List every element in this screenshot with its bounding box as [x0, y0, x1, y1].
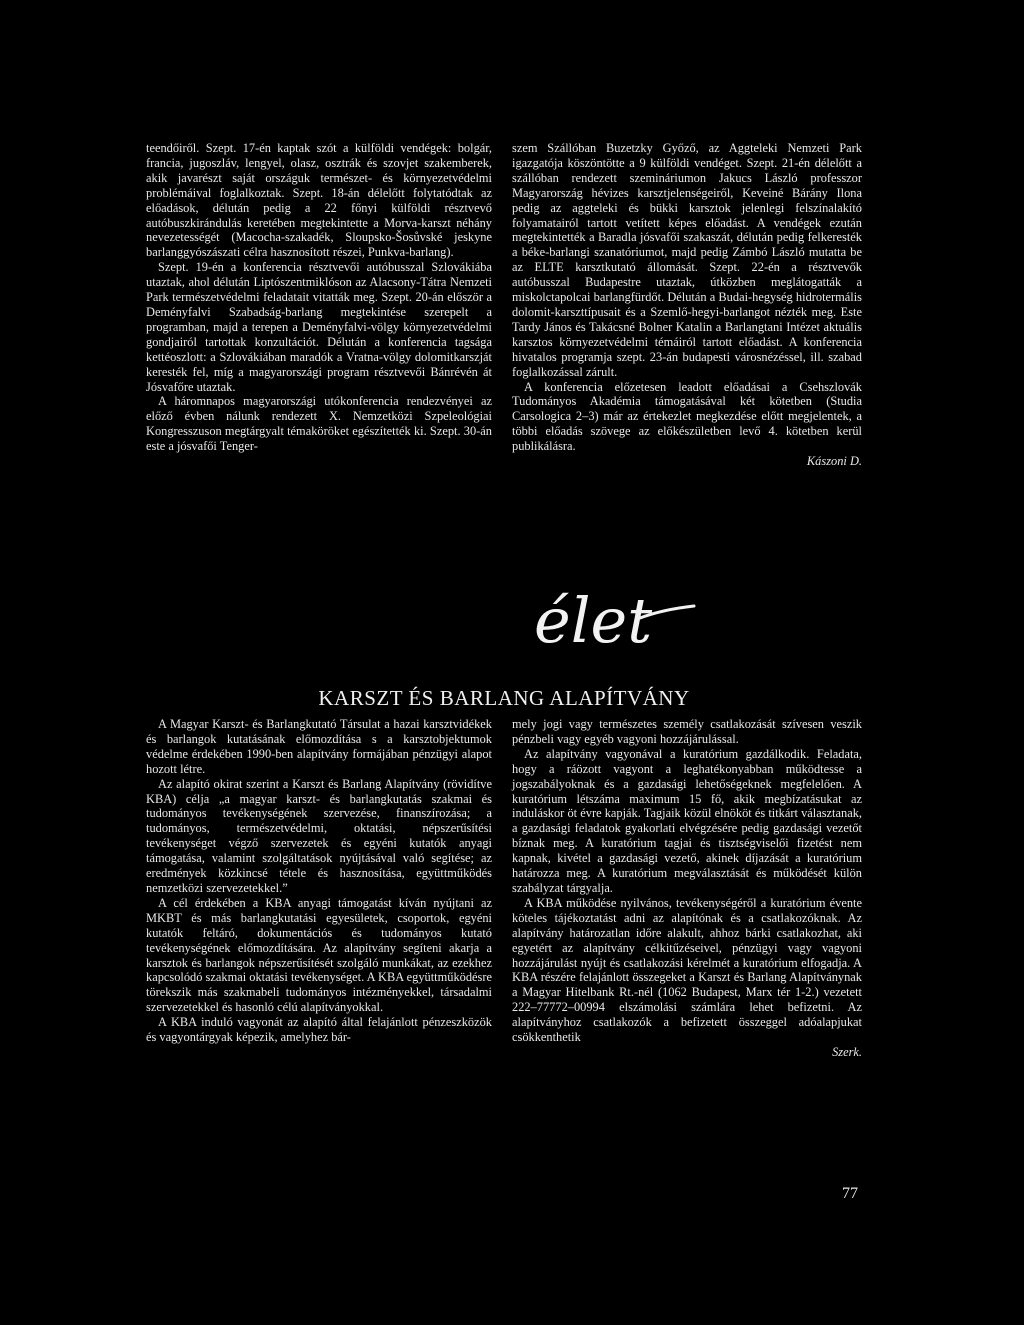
foundation-right-column: [512, 717, 862, 1060]
foundation-paragraph: A Magyar Karszt- és Barlangkutató Társulat a hazai karsztvidékek és barlangok kutatásának előmozdítása s a karsztobjektumok védelme érdekében 1990-ben alapítvány formájában pénzügyi alapot hozott létre.: [146, 717, 492, 776]
foundation-paragraph: mely jogi vagy természetes személy csatlakozását szívesen veszik pénzbeli vagy egyéb vagyoni hozzájárulással.: [512, 717, 862, 746]
foundation-paragraph: Az alapítvány vagyonával a kuratórium gazdálkodik. Feladata, hogy a ráözott vagyont a leghatékonyabban működtesse a jogszabályoknak és a gazdasági lehetőségeknek megfelelően. A kuratórium létszáma maximum 15 fő, akik megbízatásukat az induláskor öt évre kapják. Tagjaik közül elnököt és titkárt választanak, a gazdasági feladatok gyakorlati elvégzésére pedig gazdasági vezetőt bíznak meg. A kuratórium tagjai és tisztségviselői fizetést nem kapnak, kivétel a gazdasági vezető, akinek díjazását a kuratórium határozza meg. A kuratórium megválasztását és működését külön szabályzat tárgyalja.: [512, 746, 862, 895]
elet-logo: [528, 588, 698, 660]
foundation-paragraph: A cél érdekében a KBA anyagi támogatást kíván nyújtani az MKBT és más barlangkutatási egyesületek, csoportok, egyéni kutatók feltáró, dokumentációs és tudományos kutató tevékenységének előmozdítására. Az alapítvány segíteni akarja a karsztok és barlangok népszerűsítését szolgáló munkákat, az ezekhez kapcsolódó szakmai oktatási tevékenységet. A KBA együttműködésre törekszik más szakmabeli tudományos intézményekkel, társadalmi szervezetekkel és hasonló célú alapítványokkal.: [146, 895, 492, 1015]
foundation-left-column: [146, 717, 492, 1045]
foundation-paragraph: A KBA működése nyilvános, tevékenységéről a kuratórium évente köteles tájékoztatást adni az alapítónak és a csatlakozóknak. Az alapítvány határozatlan időre alakult, ahhoz bárki csatlakozhat, aki egyetért az alapítvány célkitűzéseivel, pénzügyi vagy vagyoni hozzájárulást nyújt és csatlakozási kérelmét a kuratórium elfogadja. A KBA részére felajánlott összegeket a Karszt és Barlang Alapítványnak a Magyar Hitelbank Rt.-nél (1062 Budapest, Marx tér 1-2.) vezetett 222–77772–00994 elszámolási számlára lehet befizetni. Az alapítványhoz csatlakozók a befizetett összeggel adóalapjukat csökkenthetik: [512, 895, 862, 1045]
article-signature: Kászoni D.: [806, 454, 862, 469]
article-paragraph: A konferencia előzetesen leadott előadásai a Csehszlovák Tudományos Akadémia támogatásával két kötetben (Studia Carsologica 2–3) már az értekezlet megkezdése előtt megjelentek, a többi előadás szövege az előkészületben levő 4. kötetben kerül publikálásra.: [512, 379, 862, 454]
foundation-title: KARSZT ÉS BARLANG ALAPÍTVÁNY: [318, 686, 690, 710]
article-paragraph: Szept. 19-én a konferencia résztvevői autóbusszal Szlovákiába utaztak, ahol délután Liptószentmiklóson az Alacsony-Tátra Nemzeti Park természetvédelmi feladatait vitatták meg. Szept. 20-án először a Deményfalvi Szabadság-barlang megtekintése szerepelt a programban, majd a terepen a Deményfalvi-völgy környezetvédelmi gondjairól tartottak konzultációt. Délután a konferencia tagsága kettéoszlott: a Szlovákiában maradók a Vratna-völgy dolomitkarszját keresték fel, míg a magyarországi program résztvevői Bánrévén át Jósvafőre utaztak.: [146, 260, 492, 394]
page-number: 77: [842, 1185, 858, 1202]
foundation-paragraph: Az alapító okirat szerint a Karszt és Barlang Alapítvány (rövidítve KBA) célja „a magyar karszt- és barlangkutatás szakmai és tudományos tevékenységének szervezése, finanszírozása; a tudományos, természetvédelmi, oktatási, népszerűsítési tevékenységet végző szervezetek és egyéni kutatók anyagi támogatása, valamint szolgáltatások nyújtásával való segítése; az eredmények közkincsé tétele és hasznosítása, együttműködés nemzetközi szervezetekkel.”: [146, 776, 492, 895]
article-paragraph: A háromnapos magyarországi utókonferencia rendezvényei az előző évben nálunk rendezett X. Nemzetközi Szpeleológiai Kongresszuson megtárgyalt témaköröket egészítették ki. Szept. 30-án este a jósvafői Tenger-: [146, 394, 492, 454]
article-right-column: [512, 141, 862, 469]
article-paragraph: teendőiről. Szept. 17-én kaptak szót a külföldi vendégek: bolgár, francia, jugoszláv, lengyel, olasz, osztrák és szovjet szakemberek, akik javarészt saját országuk természet- és környezetvédelmi problémáival foglalkoztak. Szept. 18-án délelőtt folytatódtak az előadások, délután pedig a 22 főnyi külföldi résztvevő autóbuszkirándulás keretében megtekintette a Morva-karszt néhány nevezetességét (Macocha-szakadék, Sloupsko-Šosůvské jeskyne barlanggyószászati célra hasznosított részei, Punkva-barlang).: [146, 141, 492, 260]
foundation-signature: Szerk.: [832, 1044, 862, 1059]
logo-lettering: élet: [534, 588, 653, 657]
article-left-column: [146, 141, 492, 454]
foundation-paragraph: A KBA induló vagyonát az alapító által felajánlott pénzeszközök és vagyontárgyak képezik, amelyhez bár-: [146, 1015, 492, 1045]
article-paragraph: szem Szállóban Buzetzky Győző, az Aggteleki Nemzeti Park igazgatója köszöntötte a 9 külföldi vendéget. Szept. 21-én délelőtt a szállóban rendezett szemináriumon Jakucs László professzor Magyarország hévizes karsztjelenségeiről, Keveiné Bárány Ilona pedig az aggteleki és bükki karsztok jelenlegi felszínalakító folyamatairól tartott vetített képes előadást. A vendégek ezután megtekintették a Baradla jósvafői szakaszát, délután pedig felkeresték a béke-barlangi szanatóriumot, majd pedig Zámbó László mutatta be az ELTE karsztkutató állomását. Szept. 22-én a résztvevők autóbusszal Budapestre utaztak, útközben meglátogatták a miskolctapolcai barlangfürdőt. Délután a Budai-hegység hidrotermális dolomit-karszttípusait és a Szemlő-hegyi-barlangot nézték meg. Este Tardy János és Takácsné Bolner Katalin a Barlangtani Intézet aktuális karsztos környezetvédelmi témáiról tartott előadást. A konferencia hivatalos programja szept. 23-án budapesti városnézéssel, ill. szabad foglalkozással zárult.: [512, 141, 862, 379]
